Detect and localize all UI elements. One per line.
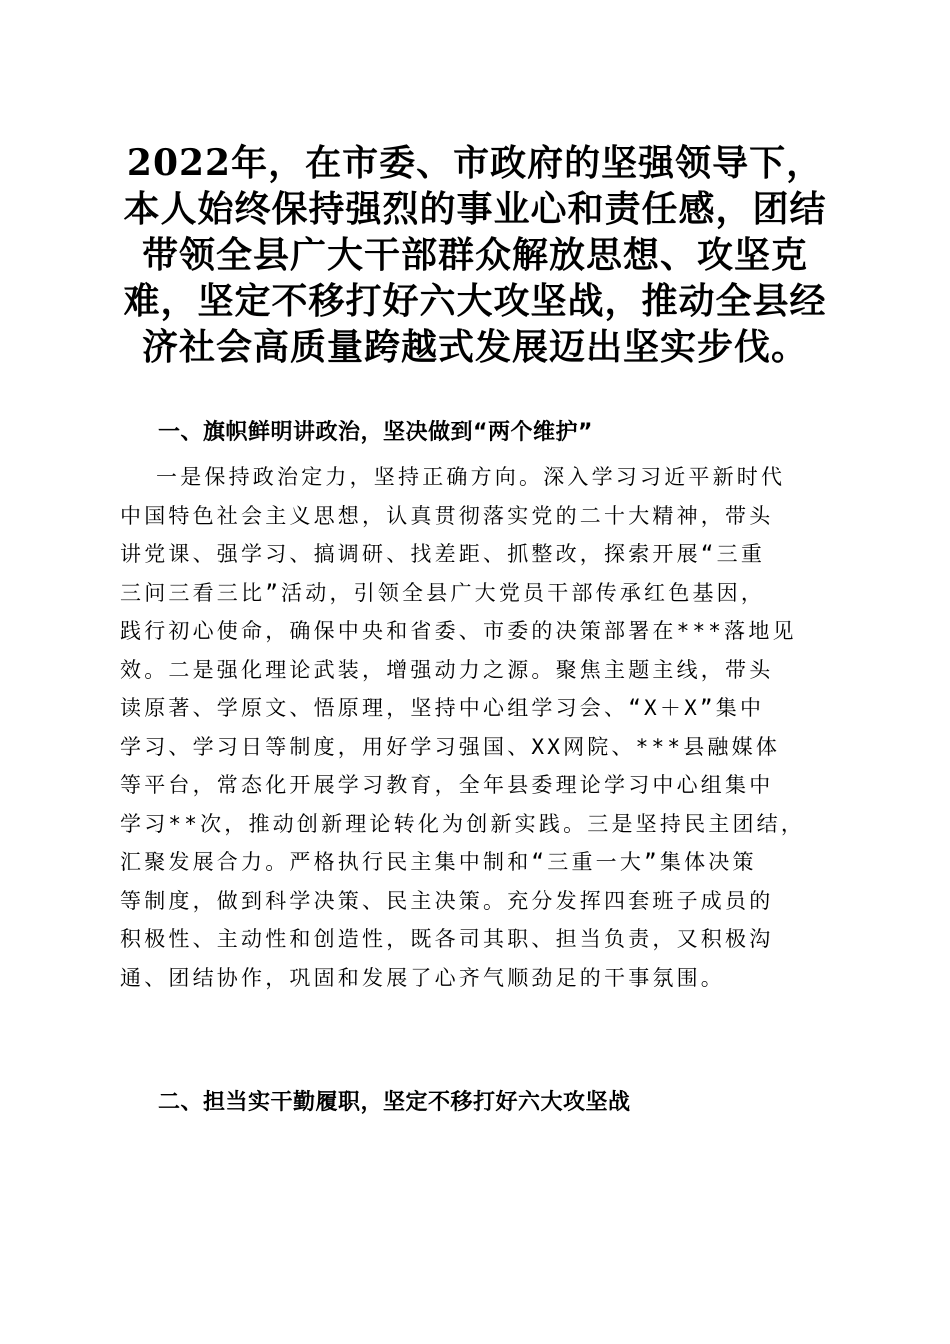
section-heading-1: 一、旗帜鲜明讲政治，坚决做到“两个维护”	[158, 420, 593, 445]
paragraph-line: 三问三看三比”活动，引领全县广大党员干部传承红色基因，	[120, 580, 766, 605]
paragraph-line: 等平台，常态化开展学习教育，全年县委理论学习中心组集中	[120, 773, 774, 797]
paragraph-line: 一是保持政治定力，坚持正确方向。深入学习习近平新时代	[156, 465, 786, 489]
paragraph-line: 积极性、主动性和创造性，既各司其职、担当负责，又积极沟	[120, 927, 774, 951]
paragraph-line: 学习、学习日等制度，用好学习强国、XX网院、***县融媒体	[120, 734, 781, 759]
paragraph-line: 讲党课、强学习、搞调研、找差距、抓整改，探索开展“三重	[120, 542, 766, 566]
document-title: 2022年，在市委、市政府的坚强领导下，本人始终保持强烈的事业心和责任感，团结带领全县广大干部群众解放思想、攻坚克难，坚定不移打好六大攻坚战，推动全县经济社会高质量跨越式发展迈出坚实步伐。	[123, 142, 827, 368]
section-1-paragraph	[120, 458, 832, 997]
paragraph-line: 学习**次，推动创新理论转化为创新实践。三是坚持民主团结，	[120, 811, 806, 836]
paragraph-line: 效。二是强化理论武装，增强动力之源。聚焦主题主线，带头	[120, 657, 774, 682]
section-heading-2: 二、担当实干勤履职，坚定不移打好六大攻坚战	[158, 1090, 631, 1115]
paragraph-line: 中国特色社会主义思想，认真贯彻落实党的二十大精神，带头	[120, 503, 774, 528]
paragraph-line: 汇聚发展合力。严格执行民主集中制和“三重一大”集体决策	[120, 850, 757, 874]
paragraph-line: 践行初心使命，确保中央和省委、市委的决策部署在***落地见	[120, 619, 797, 643]
paragraph-line: 等制度，做到科学决策、民主决策。充分发挥四套班子成员的	[120, 888, 774, 913]
paragraph-line: 读原著、学原文、悟原理，坚持中心组学习会、“X＋X”集中	[120, 696, 765, 720]
paragraph-line: 通、团结协作，巩固和发展了心齐气顺劲足的干事氛围。	[120, 965, 725, 990]
